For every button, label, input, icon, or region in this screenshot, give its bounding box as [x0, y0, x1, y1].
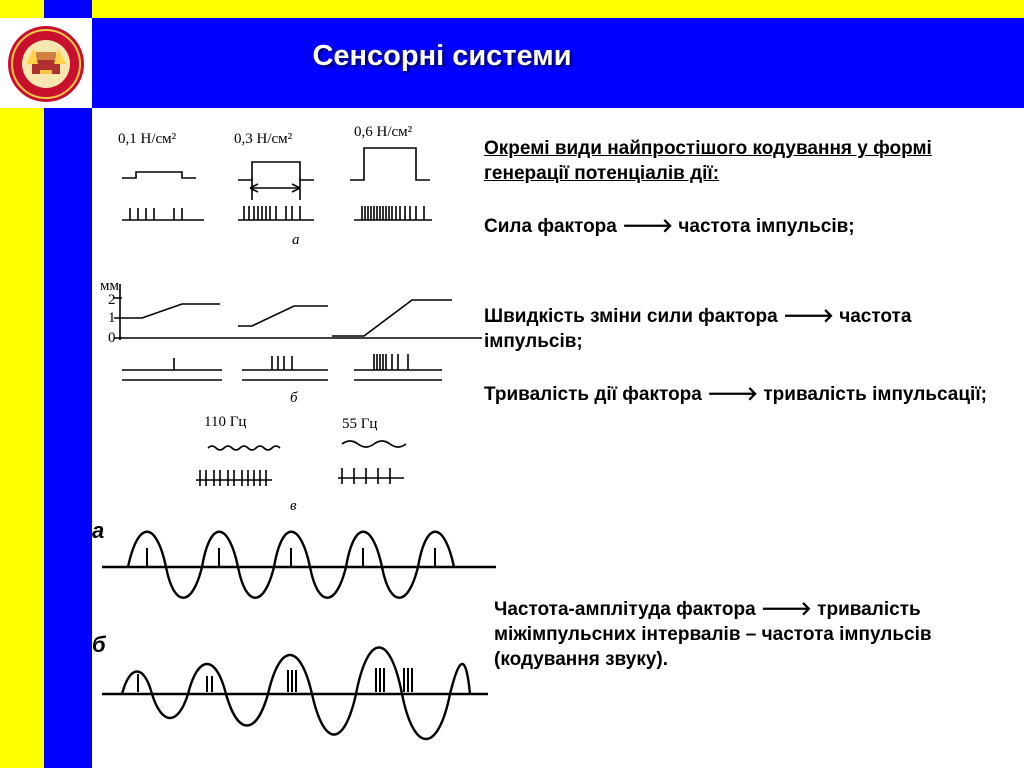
section-v-label: в: [290, 498, 297, 514]
axis-tick-1: 1: [108, 310, 116, 326]
university-seal-icon: [4, 24, 88, 104]
freq-label-55: 55 Гц: [342, 416, 378, 432]
ramp-spike-trains: [122, 354, 442, 380]
coding-diagram: [92, 108, 512, 768]
left-blue-stripe: [44, 0, 92, 768]
item-rate-result: частота імпульсів;: [484, 306, 912, 352]
logo-area: [0, 18, 92, 108]
section-heading: Окремі види найпростішого кодування у формі генерації потенціалів дії:: [484, 138, 932, 184]
item-duration-term: Тривалість дії фактора: [484, 384, 702, 405]
item-force-result: частота імпульсів;: [678, 216, 855, 237]
freq-spike-trains: [196, 468, 404, 486]
item-rate: [484, 304, 1014, 354]
left-yellow-stripe: [0, 0, 44, 768]
arrow-icon: 🡒: [760, 599, 812, 620]
ramp-stimulus-traces: [114, 284, 482, 340]
section-b-label: б: [290, 390, 298, 406]
item-force: [484, 214, 1014, 239]
wave-b-label: б: [92, 632, 106, 657]
item-duration-result: тривалість імпульсації;: [763, 384, 987, 405]
force-label-3: 0,6 Н/см²: [354, 124, 413, 140]
section-a-label: а: [292, 232, 300, 248]
page-title: Сенсорні системи: [312, 40, 572, 72]
wave-a-trace: [102, 532, 496, 598]
force-spike-trains: [122, 206, 432, 220]
item-frequency-term: Частота-амплітуда фактора: [494, 599, 756, 620]
item-force-term: Сила фактора: [484, 216, 617, 237]
force-stimulus-traces: [122, 148, 430, 200]
freq-stimulus-traces: [208, 441, 406, 450]
freq-label-110: 110 Гц: [204, 414, 247, 430]
item-duration: [484, 382, 1014, 407]
force-label-1: 0,1 Н/см²: [118, 131, 177, 147]
item-rate-term: Швидкість зміни сили фактора: [484, 306, 778, 327]
axis-tick-0: 0: [108, 330, 116, 346]
item-frequency: [494, 597, 1014, 672]
axis-unit-label: мм: [100, 278, 119, 294]
force-label-2: 0,3 Н/см²: [234, 131, 293, 147]
arrow-icon: 🡒: [782, 306, 834, 327]
axis-tick-2: 2: [108, 292, 116, 308]
item-frequency-result: тривалість міжімпульсних інтервалів – частота імпульсів (кодування звуку).: [494, 599, 932, 670]
wave-a-label: а: [92, 518, 105, 543]
header-bar: [92, 18, 1024, 108]
arrow-icon: 🡒: [707, 384, 759, 405]
top-yellow-stripe: [0, 0, 1024, 18]
wave-a-spikes: [147, 548, 435, 566]
arrow-icon: 🡒: [622, 216, 674, 237]
wave-b-trace: [102, 648, 488, 740]
